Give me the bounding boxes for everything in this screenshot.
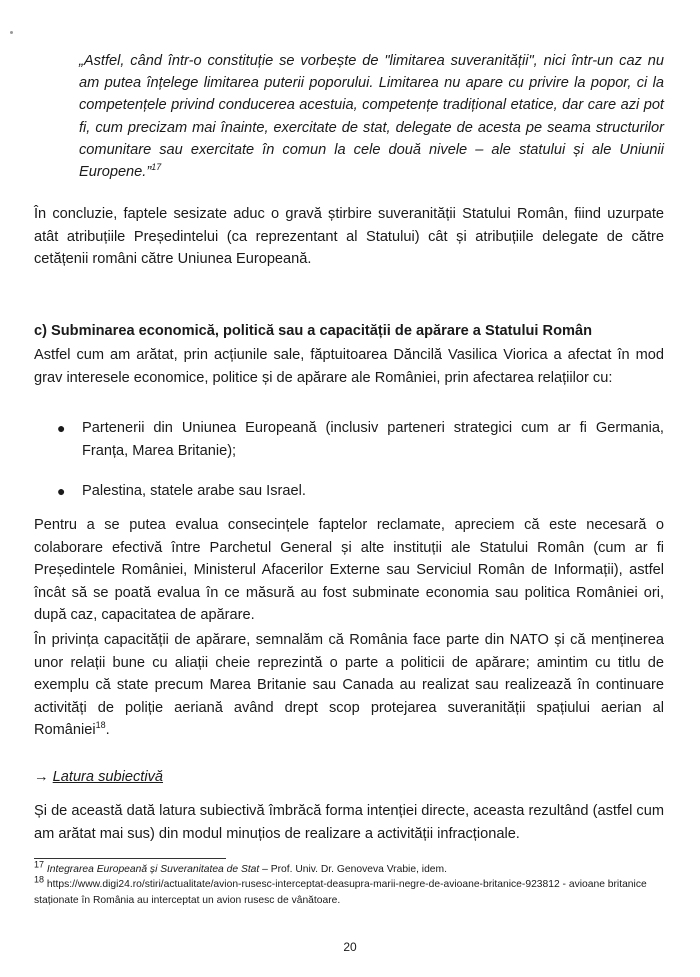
scan-speck (10, 31, 13, 34)
footnote-ref-17[interactable]: 17 (151, 162, 162, 173)
footnote-number: 17 (34, 859, 45, 870)
evaluation-paragraph: Pentru a se putea evalua consecințele faptelor reclamate, apreciem că este necesară o colaborare efectivă între Parchetul General și alte instituții ale Statului Român (cum ar fi Președintele României, Ministerul Afacerilor Externe sau Serviciul Român de Informații), astfel încât să se poată evalua în ce măsură au fost subminate economia sau politica României ori, după caz, capacitatea de apărare. (34, 517, 664, 624)
intro-paragraph: Astfel cum am arătat, prin acțiunile sale, făptuitoarea Dăncilă Vasilica Viorica a afectat în mod grav interesele economice, politice și de apărare ale României, prin afectarea relațiilor cu: (34, 347, 664, 386)
footnote-17 (34, 859, 664, 877)
bullet-item (34, 480, 664, 503)
footnote-source-title: Integrarea Europeană și Suveranitatea de Stat (46, 864, 260, 875)
bullet-text: Palestina, statele arabe sau Israel. (82, 483, 306, 500)
footnote-link-text[interactable]: https://www.digi24.ro/stiri/actualitate/avion-rusesc-interceptat-deasupra-marii-negre-de-avioane-britanice-923812 - avioane britanice staționate în România au interceptat un avion rusesc de vânătoare. (34, 879, 647, 906)
bullet-text: Partenerii din Uniunea Europeană (inclusiv parteneri strategici cum ar fi Germania, Franța, Marea Britanie); (82, 420, 664, 459)
subjective-paragraph: Și de această dată latura subiectivă îmbrăcă forma intenției directe, aceasta rezultând (astfel cum am arătat mai sus) din modul minuțios de realizare a activității infracționale. (34, 803, 664, 842)
subheading (34, 766, 163, 788)
footnotes (34, 859, 664, 908)
footnote-source-rest: – Prof. Univ. Dr. Genoveva Vrabie, idem. (259, 864, 447, 875)
arrow-right-icon: → (34, 769, 49, 785)
page-number: 20 (343, 940, 357, 954)
footnote-18 (34, 874, 664, 908)
block-quote (79, 50, 664, 183)
defense-end: . (105, 722, 110, 739)
conclusion-paragraph: În concluzie, faptele sesizate aduc o gravă știrbire suveranității Statului Român, fiind uzurpate atât atribuțiile Președintelui (ca reprezentant al Statului) cât și atribuțiile delegate de către cetățenii români către Uniunea Europeană. (34, 206, 664, 268)
bullet-dot-icon: ● (57, 420, 66, 436)
bullet-item (34, 417, 664, 462)
bullet-list (34, 417, 664, 503)
defense-text: În privința capacității de apărare, semnalăm că România face parte din NATO și că menținerea unor relații bune cu aliații cheie reprezintă o parte a politicii de apărare; amintim cu titlu de exemplu că state precum Marea Britanie sau Canada au realizat sau realizează în continuare activități de poliție aeriană având drept scop protejarea suveranității spațiului aerian al României (34, 632, 664, 739)
footnote-ref-18[interactable]: 18 (95, 720, 106, 731)
bullet-dot-icon: ● (57, 483, 66, 500)
quote-text: „Astfel, când într-o constituție se vorbește de "limitarea suveranității", nici într-un caz nu am putea înțelege limitarea puterii poporului. Limitarea nu apare cu privire la popor, ci la competențele privind conducerea acestuia, competențe tradițional etatice, dar care azi pot fi, cum precizam mai înainte, exercitate de stat, delegate de acesta pe seama structurilor comunitare sau exercitate în comun la cele două nivele – ale statului și ale Uniunii Europene.” (79, 53, 664, 181)
subheading-label: Latura subiectivă (52, 769, 163, 785)
footnote-divider (34, 858, 226, 859)
footnote-number: 18 (34, 874, 45, 885)
section-heading: c) Subminarea economică, politică sau a capacității de apărare a Statului Român (34, 323, 592, 339)
defense-paragraph (34, 629, 664, 742)
